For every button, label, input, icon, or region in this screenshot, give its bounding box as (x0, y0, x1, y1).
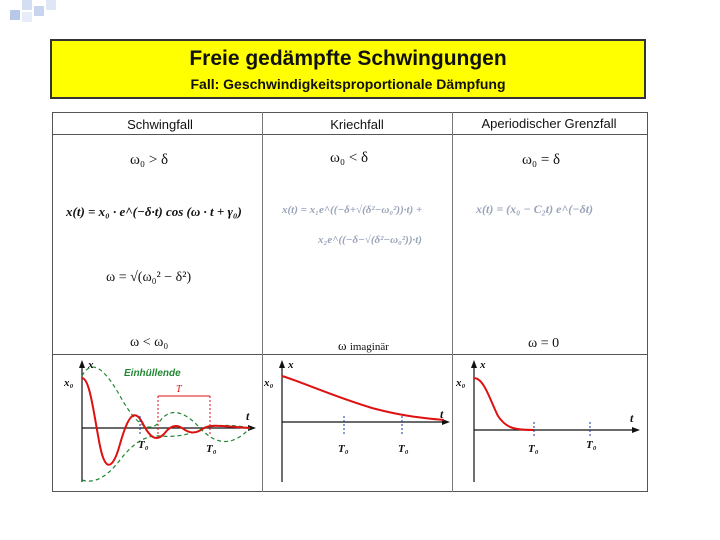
omega-note-schwingfall: ω < ω₀ (130, 335, 169, 350)
T0-label: T₀ (528, 443, 539, 455)
graph-grenzfall (454, 356, 644, 486)
square-icon (46, 0, 56, 10)
period-label: T (176, 384, 182, 395)
T0-label: T₀ (206, 443, 217, 455)
arrow-up-icon (279, 360, 285, 368)
condition-kriechfall: ω₀ < δ (330, 150, 369, 166)
critical-damping-curve (474, 378, 534, 430)
graph-kriechfall (262, 356, 452, 486)
page-subtitle: Fall: Geschwindigkeitsproportionale Dämpfung (190, 76, 506, 92)
t-axis-label: t (246, 409, 250, 423)
y-axis-label: x (88, 359, 94, 371)
arrow-up-icon (79, 360, 85, 368)
y-axis-label: x (480, 359, 486, 371)
heading-schwingfall: Schwingfall (127, 117, 193, 132)
omega-imaginary-label: imaginär (349, 341, 389, 353)
T0-label: T₀ (398, 443, 409, 455)
T0-label: T₀ (138, 439, 149, 451)
x0-label: x₀ (64, 377, 74, 389)
t-axis-label: t (440, 407, 444, 421)
creep-curve (282, 376, 444, 420)
arrow-right-icon (632, 427, 640, 433)
envelope-label: Einhüllende (124, 368, 181, 379)
graph-divider (52, 354, 648, 355)
header-divider (52, 134, 648, 135)
y-axis-label: x (288, 359, 294, 371)
omega-note-kriechfall (338, 338, 389, 354)
envelope-lower (82, 425, 250, 481)
t-axis-label: t (630, 411, 634, 425)
column-divider (452, 112, 453, 492)
square-icon (10, 10, 20, 20)
T0-label: T₀ (586, 439, 597, 451)
omega-note-grenzfall: ω = 0 (528, 336, 560, 351)
formula-kriechfall-2: x₂e^((−δ−√(δ²−ω₀²))·t) (318, 234, 422, 246)
heading-grenzfall: Aperiodischer Grenzfall (481, 116, 617, 131)
T0-label: T₀ (338, 443, 349, 455)
arrow-up-icon (471, 360, 477, 368)
square-icon (22, 12, 32, 22)
formula-grenzfall: x(t) = (x₀ − C₂t) e^(−δt) (476, 202, 594, 216)
condition-schwingfall: ω₀ > δ (130, 152, 169, 168)
formula-schwingfall: x(t) = x₀ · e^(−δ·t) cos (ω · t + γ₀) (66, 204, 242, 219)
damped-oscillation-curve (82, 378, 250, 465)
condition-grenzfall: ω₀ = δ (522, 152, 561, 168)
graph-schwingfall (60, 356, 260, 486)
formula-omega: ω = √(ω₀² − δ²) (106, 270, 192, 285)
page-title: Freie gedämpfte Schwingungen (189, 47, 507, 70)
formula-kriechfall-1: x(t) = x₁e^((−δ+√(δ²−ω₀²))·t) + (282, 204, 423, 216)
x0-label: x₀ (264, 377, 274, 389)
square-icon (34, 6, 44, 16)
x0-label: x₀ (456, 377, 466, 389)
square-icon (22, 0, 32, 10)
heading-kriechfall: Kriechfall (330, 117, 384, 132)
omega-symbol: ω (338, 338, 347, 353)
title-banner (50, 39, 646, 99)
